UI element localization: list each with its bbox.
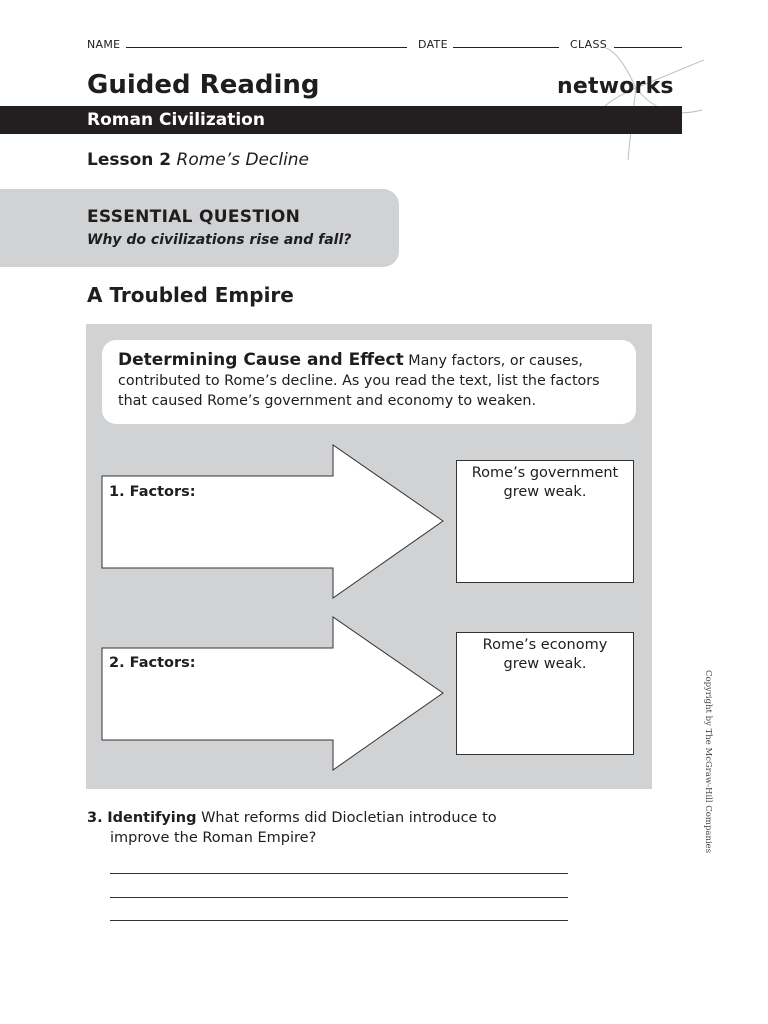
networks-logo: networks (557, 74, 674, 99)
name-label: NAME (87, 38, 121, 51)
lesson-name: Rome’s Decline (176, 150, 310, 170)
date-label: DATE (418, 38, 448, 51)
factor-label-2[interactable] (109, 655, 196, 671)
answer-line-1[interactable] (110, 873, 568, 874)
question-3-text: What reforms did Diocletian introduce to (201, 810, 497, 826)
effect-text-2 (456, 636, 634, 674)
lesson-label: Lesson 2 (87, 150, 172, 170)
skill-heading: Determining Cause and Effect (118, 350, 404, 370)
answer-line-3[interactable] (110, 920, 568, 921)
banner-subject: Roman Civilization (87, 110, 265, 130)
copyright-text: Copyright by The McGraw-Hill Companies (703, 670, 713, 854)
effect-line: Rome’s government (471, 465, 619, 481)
essential-question-text: Why do civilizations rise and fall? (87, 232, 352, 248)
question-3-skill: Identifying (107, 810, 197, 826)
factor-arrow-2 (102, 617, 443, 770)
effect-line: Rome’s economy (482, 637, 608, 653)
copyright-notice (701, 670, 715, 854)
instructions-text: Many factors, or causes, contributed to Rome’s decline. As you read the text, list the factors that caused Rome’s government and economy to weaken. (118, 353, 600, 409)
essential-question-heading: ESSENTIAL QUESTION (87, 207, 301, 227)
question-3 (87, 808, 497, 848)
question-3-text-cont: improve the Roman Empire? (110, 830, 317, 846)
factor-text-2: Factors: (129, 655, 196, 671)
section-title: A Troubled Empire (87, 283, 294, 307)
factor-arrow-1 (102, 445, 443, 598)
page-title: Guided Reading (87, 70, 320, 100)
factor-label-1[interactable] (109, 484, 196, 500)
effect-text-1 (456, 464, 634, 502)
class-label: CLASS (570, 38, 608, 51)
effect-line: grew weak. (503, 484, 587, 500)
answer-line-2[interactable] (110, 897, 568, 898)
factor-text-1: Factors: (129, 484, 196, 500)
question-3-number: 3. (87, 810, 103, 826)
effect-line: grew weak. (503, 656, 587, 672)
factor-number-2: 2. (109, 655, 125, 671)
factor-number-1: 1. (109, 484, 125, 500)
